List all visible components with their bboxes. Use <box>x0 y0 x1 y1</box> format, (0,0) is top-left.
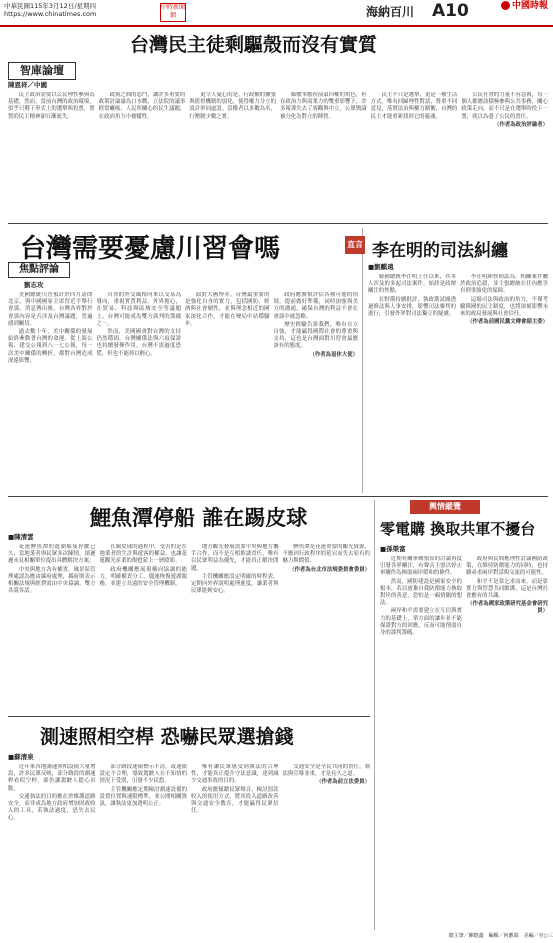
article3-col: 李在明陣營則認為，相關案件屬於政治追殺，並主張總統在任內應享有刑事豁免的保障。 這場司法與政治的角力，不僅考驗韓國的民主制度，也將深刻影響未來的政局發展與社會信任。 （作者為前國民黨文傳會副主委） <box>460 274 548 326</box>
article6-col: 交通安全是全民共同的責任，執法與宣導並重，才是長久之道。 （作者為前立法委員） <box>282 764 370 786</box>
logo-mark-icon <box>501 1 510 10</box>
article4-headline: 鯉魚潭停船 誰在踢皮球 <box>90 505 308 530</box>
article5-author: ■孫榮富 <box>380 545 406 553</box>
article6-signature: （作者為前立法委員） <box>316 779 370 786</box>
article4-col: 在踢皮球的過程中，受害的是在地業者的生計與遊客的權益，也讓花蓮觀光產業的復甦蒙上一層陰影。 政府機關應展現橫向協調的能力，明確權責分工，儘速恢復遊湖服務，並建立長遠的安全管理機制。 <box>99 544 187 588</box>
page-number: A10 <box>432 1 469 21</box>
article1-signature: （作者為政治評論者） <box>494 121 548 128</box>
site-url[interactable]: https://www.chinatimes.com <box>4 10 97 18</box>
article1-headline: 台灣民主徒剩驅殼而沒有實質 <box>130 34 378 56</box>
article2-author: 劉志攻 <box>24 281 44 289</box>
article3-col: 韓國總統李在明上任以來，其本人涉及的多起司法案件，始終是政壇關注的焦點。 在野黨持續批評，執政黨試圖透過修法與人事安排，影響司法審判的進行，引發外界對司法獨立的疑慮。 <box>368 274 456 318</box>
article6-col: 近年來各地測速照相設備大量增設，許多民眾反映，部分路段的測速桿看似空桿，卻仍讓駕駛人提心吊膽。 交通執法的目的應在於維護道路安全，而非成為地方政府增加財政收入的工具，若執法過度，恐失去民心。 <box>8 764 96 822</box>
section-title: 海納百川 <box>366 5 415 19</box>
article1-col: 政黨之間的惡鬥，讓許多重要的政策討論淪為口水戰，立法院的議事經常癱瘓，人民所關心的民生議題，在政治角力中被犧牲。 <box>98 92 186 120</box>
article1-col: 民主不只是選舉，更是一種生活方式。唯有回歸理性對話，尊重不同意見，落實法治與權力制衡，台灣的民主才能重新找回它的靈魂。 <box>370 92 458 120</box>
article5-signature: （作者為國家政策研究基金會研究員） <box>467 601 548 615</box>
masthead <box>0 0 553 26</box>
article1-col: 更令人憂心的是，行政權的擴張與監督機制的弱化，使得權力分立的設計形同虛設。當權者以多數為名，行壓制少數之實。 <box>189 92 276 120</box>
article3-column-tag: 直言 <box>345 236 365 254</box>
article4-body <box>8 544 370 714</box>
article3-body <box>368 274 548 492</box>
article5-col: 政府與民間應理性討論國防政策，在維持防衛能力的同時，也持續尋求兩岸對話與交流的可能性。 和平不是靠乞求而來，而是靠實力與智慧共同維護，這是台灣社會應有的共識。 （作者為國家政策研究基金會研究員） <box>466 556 548 615</box>
article2-col: 面對大國博弈，台灣最重要的是強化自身的實力，包括國防、經濟與社會韌性，並與理念相近的國家深化合作，才能在變局中站穩腳步。 <box>185 292 270 327</box>
divider <box>8 223 548 224</box>
article6-body <box>8 764 370 928</box>
article5-column-tag: 輿情縱覽 <box>410 500 480 514</box>
article1-col: 公民社會的力量不容忽視，每一個人都應該積極參與公共事務，關心政策走向，而不只是在選舉時投下一票，就以為盡了公民的責任。 （作者為政治評論者） <box>461 92 548 128</box>
article1-body <box>8 92 548 222</box>
article6-col: 唯有讓民眾感受到執法的合理性，才能真正提升守法意識，達到減少交通事故的目的。 政府應傾聽民眾聲音，檢討罰款收入的使用方式，將其投入道路改善與交通安全教育，才能贏得民眾信任。 <box>191 764 279 815</box>
masthead-rule <box>0 25 553 27</box>
divider <box>362 228 363 493</box>
article6-author: ■蘇清泉 <box>8 753 34 761</box>
article3-author: ■劉麒遠 <box>368 263 394 271</box>
article1-col: 媒體本應扮演第四權的角色，但在政治力與商業力的雙重影響下，許多報導失去了客觀與中立，公眾輿論被分化為對立的陣營。 <box>279 92 367 120</box>
divider <box>8 716 370 717</box>
article4-col: 鯉魚潭是花蓮重要的觀光資源，不應因行政程序的延宕而失去原有的魅力與價值。 （作者為台北市法規委員會委員） <box>282 544 370 573</box>
article1-column-tag: 智庫論壇 <box>8 62 76 80</box>
article3-signature: （作者為前國民黨文傳會副主委） <box>467 319 548 326</box>
page-credits: 總主筆／陳挺鑫 編輯／何應端 美編／官○三 <box>448 933 553 939</box>
article5-body <box>380 556 548 928</box>
article2-column-tag: 焦點評論 <box>8 262 70 278</box>
masthead-meta <box>4 2 96 18</box>
article1-author: 陳恩祥／中國 <box>8 81 47 89</box>
article4-col: 花蓮鯉魚潭的遊湖船隻停駛已久，當地業者與民眾多次陳情，卻遲遲未見相關單位提出具體解決方案。 中央與地方各有權責，風景區管理處認為應由縣府處理，縣府則表示相關法規與經費需由中央協調，雙方各說各話。 <box>8 544 96 595</box>
article5-headline: 零電購 換取共軍不擾台 <box>380 520 536 538</box>
article2-headline: 台灣需要憂慮川習會嗎 <box>20 234 281 264</box>
article1-col: 民主政治需要以公民理性參與為基礎，然而，當前台灣的政治環境，似乎只剩下形式上的選舉與投票，實質的民主精神卻日漸流失。 <box>8 92 95 120</box>
newspaper-logo: 中國時報 <box>496 1 548 23</box>
article3-headline: 李在明的司法糾纏 <box>372 241 508 261</box>
article2-col: 政府應審慎評估各種可能的情境，提前做好準備，同時加強與美方的溝通，確保台灣的利益不會在會談中被忽略。 歷史經驗告訴我們，唯有自立自強，才能贏得國際社會的尊重與支持，這也是台灣面對川習會最應該有的態度。 （作者為退休大使） <box>273 292 358 358</box>
article6-headline: 測速照相空桿 恐嚇民眾選搶錢 <box>40 726 294 748</box>
article2-col: 川普的外交風格向來以交易為導向，重視實質利益。外界擔心，在貿易、科技與區域安全等議題上，台灣可能成為雙方談判的籌碼之一。 然而，美國國會對台灣的支持仍然穩固，台灣關係法與六項保證也持續發揮作用。台灣不需過度恐慌，但也不能掉以輕心。 <box>96 292 181 357</box>
article4-signature: （作者為台北市法規委員會委員） <box>289 566 370 573</box>
article2-col: 美國總統川普預計於四月訪問北京，與中國國家主席習近平舉行會談。消息傳出後，台灣各界對於會談內容是否涉及台灣議題，普遍感到關切。 過去數十年，美中關係的發展始終牽動著台灣的命運。從上海公報、建交公報到八一七公報，每一次美中關係的轉折，都對台灣造成深遠影響。 <box>8 292 93 364</box>
article6-col: 部分路段速限標示不清，或速限設定不合理，導致駕駛人在不知情的情況下受罰，引發不少民怨。 主管機關應定期檢討測速設備的設置位置與速限標準，並公開相關資訊，讓執法更加透明公正。 <box>99 764 187 808</box>
article2-signature: （作者為退休大使） <box>309 351 358 358</box>
article2-body <box>8 292 358 492</box>
divider <box>8 496 548 497</box>
brand-badge: 中時新聞網 <box>160 3 186 22</box>
article4-col: 地方觀光發展需要中央與地方攜手合作，而不是互相推諉責任，唯有以民眾利益為優先，才能真正解決問題。 主管機關應設定明確的時程表，定期向外界說明處理進度，讓業者與民眾能夠安心。 <box>191 544 279 595</box>
article5-col: 近期有關軍購預算的討論再度引發各界關注，有聲音主張以停止軍購作為換取兩岸緩和的條件。 然而，國防建設是國家安全的根本，若以放棄自我防衛能力換取對岸的善意，恐怕是一廂情願的想法。 兩岸和平需要建立在互信與實力的基礎上，單方面的讓步並不能保證對方的回應，反而可能削弱自身的談判籌碼。 <box>380 556 462 637</box>
divider <box>374 500 375 930</box>
issue-date: 中華民國115年3月12日/星期四 <box>4 2 97 10</box>
article4-author: ■陳清雲 <box>8 533 34 541</box>
